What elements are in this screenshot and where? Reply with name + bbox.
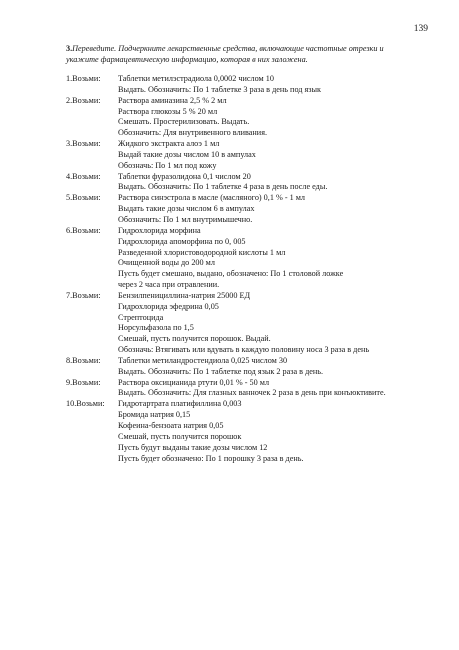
prescription-line: через 2 часа при отравлении. <box>118 280 220 290</box>
prescription-label: 4.Возьми: <box>66 171 101 181</box>
prescription-label: 9.Возьми: <box>66 377 101 387</box>
prescription-item <box>66 378 426 400</box>
task-instructions: Переведите. Подчеркните лекарственные средства, включающие частотные отрезки и укажите фармацевтическую информацию, которая в них заложена. <box>66 44 384 64</box>
prescription-item <box>66 96 426 139</box>
prescription-label: 10.Возьми: <box>66 399 105 409</box>
prescription-line: Гидрохлорида эфедрина 0,05 <box>118 301 219 311</box>
prescription-text <box>118 378 426 400</box>
prescription-line: Обозначить: Для внутривенного вливания. <box>118 128 268 138</box>
prescription-line: Раствора оксицианида ртути 0,01 % - 50 мл <box>118 377 270 387</box>
prescription-text <box>118 356 426 378</box>
prescription-line: Разведенной хлористоводородной кислоты 1 мл <box>118 247 286 257</box>
task-heading <box>66 44 416 65</box>
prescription-line: Жидкого экстракта алоэ 1 мл <box>118 139 220 149</box>
prescription-line: Выдай такие дозы числом 10 в ампулах <box>118 149 256 159</box>
prescription-label: 6.Возьми: <box>66 225 101 235</box>
prescription-line: Обозначь: Втягивать или вдувать в каждую половину носа 3 раза в день <box>118 345 370 355</box>
prescription-list <box>66 74 426 464</box>
prescription-line: Таблетки метилэстрадиола 0,0002 числом 10 <box>118 74 274 83</box>
prescription-text <box>118 193 426 226</box>
prescription-line: Гидрохлорида морфина <box>118 225 201 235</box>
task-number: 3. <box>66 44 73 53</box>
prescription-line: Обозначь: По 1 мл под кожу <box>118 160 217 170</box>
prescription-line: Выдать. Обозначить: По 1 таблетке 3 раза в день под язык <box>118 84 321 94</box>
prescription-line: Бензилпенициллина-натрия 25000 ЕД <box>118 290 251 300</box>
prescription-line: Гидрохлорида апоморфина по 0, 005 <box>118 236 246 246</box>
prescription-line: Бромида натрия 0,15 <box>118 410 191 420</box>
prescription-label: 7.Возьми: <box>66 290 101 300</box>
prescription-text <box>118 139 426 172</box>
prescription-line: Раствора аминазина 2,5 % 2 мл <box>118 95 227 105</box>
prescription-label: 3.Возьми: <box>66 139 101 149</box>
prescription-line: Выдать. Обозначить: По 1 таблетке под язык 2 раза в день. <box>118 366 324 376</box>
prescription-line: Выдать. Обозначить: Для глазных ванночек 2 раза в день при конъюктивите. <box>118 388 386 398</box>
prescription-label: 8.Возьми: <box>66 355 101 365</box>
prescription-text <box>118 226 426 291</box>
prescription-line: Выдать такие дозы числом 6 в ампулах <box>118 204 255 214</box>
prescription-label: 2.Возьми: <box>66 95 101 105</box>
prescription-line: Пусть будет обозначено: По 1 порошку 3 раза в день. <box>118 453 304 463</box>
prescription-item <box>66 226 426 291</box>
prescription-text <box>118 96 426 139</box>
prescription-item <box>66 139 426 172</box>
prescription-text <box>118 399 426 464</box>
prescription-line: Пусть будет смешано, выдано, обозначено: По 1 столовой ложке <box>118 269 344 279</box>
prescription-text <box>118 291 426 356</box>
prescription-label: 1.Возьми: <box>66 74 101 83</box>
prescription-line: Таблетки метиландростендиола 0,025 числом 30 <box>118 355 288 365</box>
prescription-line: Раствора синэстрола в масле (масляного) 0,1 % - 1 мл <box>118 193 306 203</box>
prescription-item <box>66 399 426 464</box>
prescription-item <box>66 291 426 356</box>
prescription-text <box>118 172 426 194</box>
prescription-line: Обозначить: По 1 мл внутримышечно. <box>118 214 253 224</box>
prescription-line: Таблетки фуразолидона 0,1 числом 20 <box>118 171 251 181</box>
prescription-line: Выдать. Обозначить: По 1 таблетке 4 раза в день после еды. <box>118 182 328 192</box>
prescription-item <box>66 172 426 194</box>
prescription-line: Очищенной воды до 200 мл <box>118 258 215 268</box>
prescription-line: Раствора глюкозы 5 % 20 мл <box>118 106 218 116</box>
prescription-line: Стрептоцида <box>118 312 164 322</box>
prescription-text <box>118 74 426 96</box>
prescription-line: Смешай, пусть получится порошок <box>118 431 242 441</box>
prescription-item <box>66 74 426 96</box>
prescription-line: Пусть будут выданы такие дозы числом 12 <box>118 442 268 452</box>
prescription-item <box>66 356 426 378</box>
page-number: 139 <box>413 24 428 34</box>
prescription-label: 5.Возьми: <box>66 193 101 203</box>
prescription-line: Смешай, пусть получится порошок. Выдай. <box>118 334 271 344</box>
prescription-line: Кофеина-бензоата натрия 0,05 <box>118 421 224 430</box>
prescription-line: Норсульфазола по 1,5 <box>118 323 194 333</box>
prescription-item <box>66 193 426 226</box>
prescription-line: Смешать. Простерилизовать. Выдать. <box>118 117 250 127</box>
prescription-line: Гидротартрата платифиллина 0,003 <box>118 399 242 409</box>
